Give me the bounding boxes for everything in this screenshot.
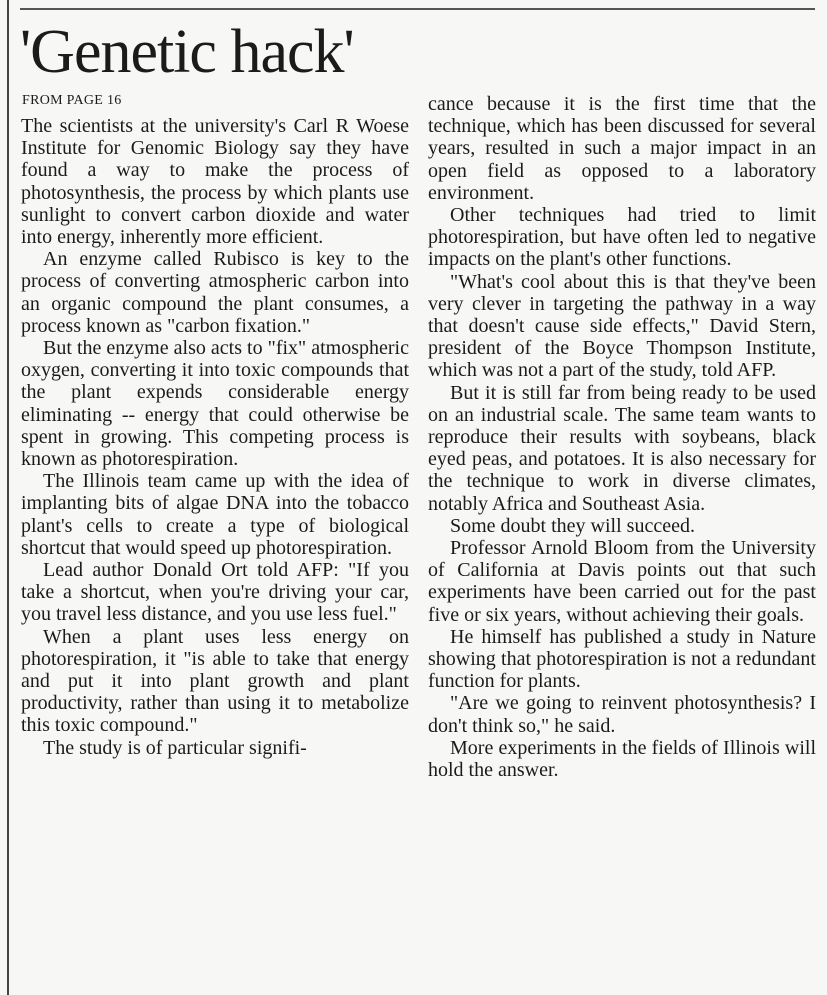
paragraph: An enzyme called Rubisco is key to the process of converting atmospheric carbon into an organic compound the plant consumes, a process known as "carbon fixation." [21, 248, 409, 337]
continued-from-label: FROM PAGE 16 [22, 93, 122, 108]
paragraph: The scientists at the university's Carl R Woese Institute for Genomic Biology say they have found a way to make the process of photosynthesis, the process by which plants use sunlight to convert carbon dioxide and water into energy, inherently more efficient. [21, 115, 409, 249]
paragraph: Some doubt they will succeed. [450, 514, 695, 537]
paragraph: "Are we going to reinvent photosynthesis? I don't think so," he said. [428, 692, 816, 737]
article-column-right [428, 93, 816, 781]
paragraph: More experiments in the fields of Illinois will hold the answer. [428, 736, 816, 782]
paragraph: Professor Arnold Bloom from the University of California at Davis points out that such experiments have been carried out for the past five or six years, without achieving their goals. [428, 537, 816, 626]
column-divider-rule [7, 0, 9, 995]
paragraph: Other techniques had tried to limit photorespiration, but have often led to negative impacts on the plant's other functions. [428, 204, 816, 271]
paragraph: He himself has published a study in Nature showing that photorespiration is not a redundant function for plants. [428, 625, 816, 693]
paragraph: When a plant uses less energy on photorespiration, it "is able to take that energy and put it into plant growth and plant productivity, rather than using it to metabolize this toxic compound." [21, 625, 409, 737]
paragraph: The study is of particular signifi- [43, 736, 307, 759]
paragraph: But it is still far from being ready to be used on an industrial scale. The same team wants to reproduce their results with soybeans, black eyed peas, and potatoes. It is also necessary for the technique to work in diverse climates, notably Africa and Southeast Asia. [428, 381, 816, 515]
paragraph: But the enzyme also acts to "fix" atmospheric oxygen, converting it into toxic compounds that the plant expends considerable energy eliminating -- energy that could otherwise be spent in growing. This competing process is known as photorespiration. [21, 337, 409, 471]
paragraph: "What's cool about this is that they've been very clever in targeting the pathway in a way that doesn't cause side effects," David Stern, president of the Boyce Thompson Institute, which was not a part of the study, told AFP. [428, 270, 816, 382]
paragraph: Lead author Donald Ort told AFP: "If you take a shortcut, when you're driving your car, you travel less distance, and you use less fuel." [21, 559, 409, 626]
top-rule [20, 8, 815, 10]
article-column-left [21, 115, 409, 759]
paragraph: cance because it is the first time that the technique, which has been discussed for several years, resulted in such a major impact in an open field as opposed to a laboratory environment. [428, 93, 816, 204]
headline: 'Genetic hack' [20, 18, 354, 86]
paragraph: The Illinois team came up with the idea of implanting bits of algae DNA into the tobacco plant's cells to create a type of biological shortcut that would speed up photorespiration. [21, 470, 409, 559]
